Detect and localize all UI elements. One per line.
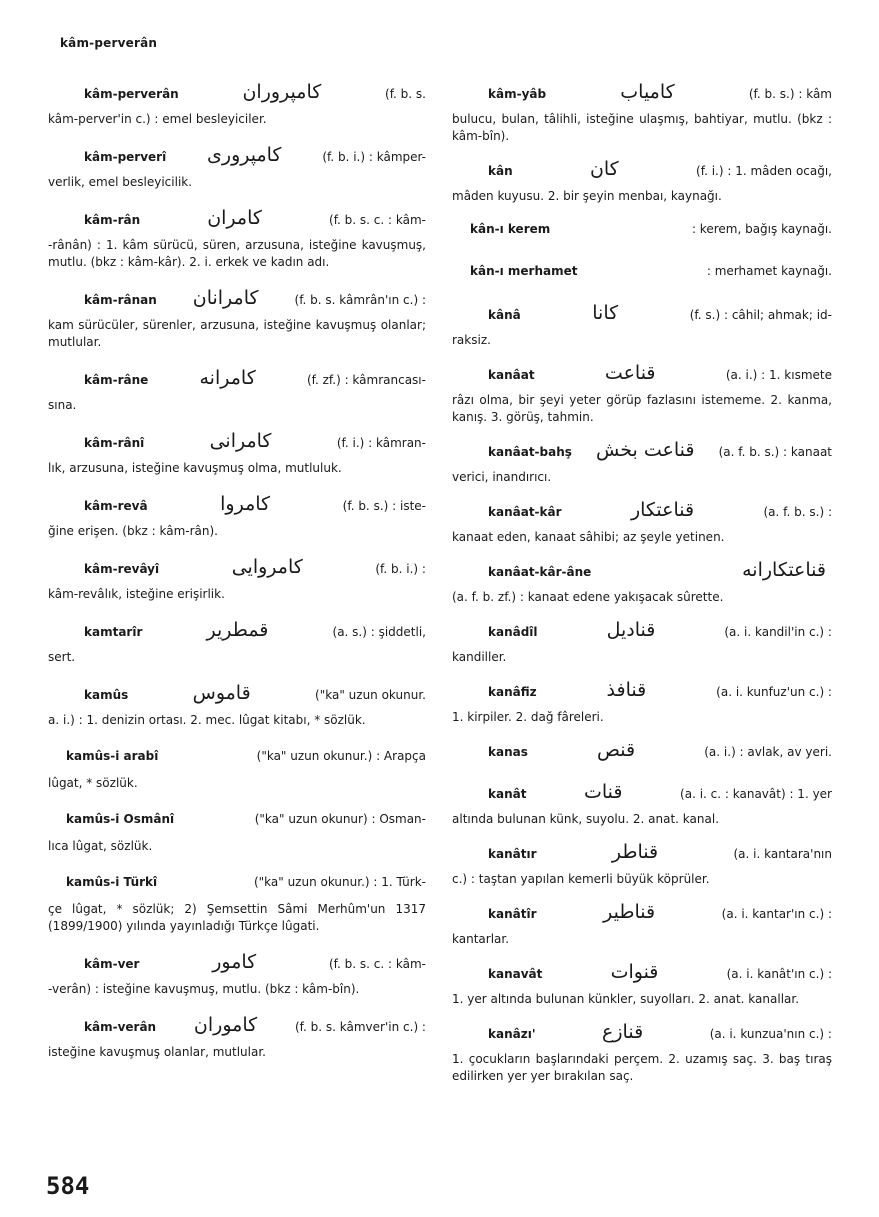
entry-arabic-script: کامرانی — [209, 430, 272, 452]
entry-definition: ğine erişen. (bkz : kâm-rân). — [48, 524, 218, 538]
entry-grammar-info: ("ka" uzun okunur. — [315, 688, 426, 702]
entry-definition: lûgat, * sözlük. — [48, 776, 138, 790]
dictionary-entry — [48, 619, 426, 666]
dictionary-entry — [452, 781, 832, 828]
entry-headword: kamûs-i Osmânî — [66, 812, 175, 826]
entry-grammar-info: (f. i.) : 1. mâden ocağı, — [696, 164, 832, 178]
entry-head-line — [452, 158, 832, 187]
entry-head-line — [452, 81, 832, 110]
dictionary-entry — [452, 81, 832, 145]
entry-headword: kamtarîr — [84, 625, 143, 639]
entry-head-line — [452, 961, 832, 990]
entry-headword: kanâdîl — [488, 625, 538, 639]
entry-arabic-script: کان — [589, 158, 619, 180]
dictionary-entry — [48, 748, 426, 792]
entry-headword: kamûs — [84, 688, 129, 702]
entry-grammar-info: (a. s.) : şiddetli, — [332, 625, 426, 639]
entry-grammar-info: (f. zf.) : kâmrancası- — [306, 373, 426, 387]
entry-headword: kamûs-i Türkî — [66, 875, 158, 889]
entry-headword: kanâat — [488, 368, 535, 382]
entry-grammar-info: (f. b. s.) : iste- — [342, 499, 426, 513]
entry-headword: kanavât — [488, 967, 543, 981]
entry-head-line — [48, 682, 426, 711]
dictionary-entry — [48, 874, 426, 935]
entry-head-line — [48, 287, 426, 316]
entry-arabic-script: قناعت — [604, 362, 656, 384]
entry-head-line — [452, 619, 832, 648]
dictionary-entry — [452, 221, 832, 247]
entry-grammar-info: (f. b. i.) : kâmper- — [322, 150, 426, 164]
entry-arabic-script: کامروا — [220, 493, 271, 515]
entry-headword: kanâat-kâr-âne — [488, 565, 592, 579]
entry-head-line — [48, 1014, 426, 1043]
entry-definition: -verân) : isteğine kavuşmuş, mutlu. (bkz : kâm-bîn). — [48, 982, 360, 996]
entry-definition: sert. — [48, 650, 76, 664]
entry-grammar-info: (f. b. s. kâmver'in c.) : — [294, 1020, 426, 1034]
entry-arabic-script: قنادیل — [606, 619, 656, 641]
dictionary-entry — [452, 961, 832, 1008]
entry-grammar-info: (a. i. c. : kanavât) : 1. yer — [680, 787, 832, 801]
dictionary-entry — [48, 493, 426, 540]
entry-head-line — [48, 430, 426, 459]
entry-headword: kâm-perverân — [84, 87, 179, 101]
entry-headword: kamûs-i arabî — [66, 749, 159, 763]
entry-arabic-script: کامور — [212, 951, 257, 973]
entry-arabic-script: قناطیر — [603, 901, 656, 923]
dictionary-entry — [48, 682, 426, 729]
entry-arabic-script: کانا — [592, 302, 619, 324]
dictionary-entry — [48, 1014, 426, 1061]
right-column — [452, 81, 832, 1101]
entry-headword: kân — [488, 164, 513, 178]
entry-arabic-script: قنات — [584, 781, 623, 803]
entry-definition: kam sürücüler, sürenler, arzusuna, isteğine kavuşmuş olanlar; mutlular. — [48, 318, 426, 349]
entry-head-line — [48, 874, 426, 900]
entry-grammar-info: : merhamet kaynağı. — [706, 264, 832, 278]
entry-arabic-script: قنافذ — [606, 679, 647, 701]
entry-arabic-script: قاموس — [192, 682, 251, 704]
dictionary-entry — [48, 207, 426, 271]
entry-head-line — [452, 679, 832, 708]
entry-arabic-script: قناطر — [611, 841, 659, 863]
entry-grammar-info: (f. b. s. c. : kâm- — [329, 213, 426, 227]
entry-definition: mâden kuyusu. 2. bir şeyin menbaı, kaynağı. — [452, 189, 722, 203]
entry-headword: kân-ı merhamet — [470, 264, 578, 278]
entry-headword: kanâfiz — [488, 685, 537, 699]
dictionary-entry — [452, 499, 832, 546]
entry-headword: kân-ı kerem — [470, 222, 551, 236]
entry-definition: kâm-perver'in c.) : emel besleyiciler. — [48, 112, 267, 126]
entry-definition: 1. yer altında bulunan künkler, suyolları. 2. anat. kanallar. — [452, 992, 800, 1006]
entry-headword: kâm-revâ — [84, 499, 148, 513]
entry-grammar-info: (f. b. s. kâmrân'ın c.) : — [294, 293, 426, 307]
entry-headword: kâm-verân — [84, 1020, 157, 1034]
dictionary-entry — [48, 144, 426, 191]
entry-head-line — [48, 207, 426, 236]
entry-arabic-script: قناعت بخش — [596, 439, 695, 461]
entry-headword: kânâ — [488, 308, 521, 322]
entry-definition: çe lûgat, * sözlük; 2) Şemsettin Sâmi Merhûm'un 1317 (1899/1900) yılında yayınladığı Türkçe lûgati. — [48, 902, 426, 933]
entry-definition: kâm-revâlık, isteğine erişirlik. — [48, 587, 225, 601]
dictionary-entry — [48, 287, 426, 351]
dictionary-entry — [452, 158, 832, 205]
entry-grammar-info: (a. f. b. s.) : kanaat — [718, 445, 832, 459]
entry-grammar-info: ("ka" uzun okunur.) : Arapça — [256, 749, 426, 763]
dictionary-entry — [48, 811, 426, 855]
dictionary-entry — [452, 362, 832, 426]
dictionary-entry — [452, 302, 832, 349]
entry-grammar-info: ("ka" uzun okunur) : Osman- — [254, 812, 426, 826]
entry-definition: lık, arzusuna, isteğine kavuşmuş olma, mutluluk. — [48, 461, 342, 475]
entry-headword: kâm-râne — [84, 373, 149, 387]
entry-grammar-info: ("ka" uzun okunur.) : 1. Türk- — [253, 875, 426, 889]
entry-arabic-script: قناعتکارانه — [742, 559, 826, 581]
entry-headword: kanas — [488, 745, 528, 759]
entry-head-line — [48, 144, 426, 173]
entry-arabic-script: قمطریر — [206, 619, 269, 641]
entry-definition: bulucu, bulan, tâlihli, isteğine ulaşmış, bahtiyar, mutlu. (bkz : kâm-bîn). — [452, 112, 832, 143]
entry-definition: sına. — [48, 398, 77, 412]
entry-grammar-info: (f. b. i.) : — [375, 562, 426, 576]
entry-head-line — [48, 81, 426, 110]
dictionary-entry — [452, 901, 832, 948]
entry-grammar-info: (f. i.) : kâmran- — [336, 436, 426, 450]
entry-headword: kanâat-bahş — [488, 445, 572, 459]
entry-arabic-script: کامپروران — [242, 81, 322, 103]
dictionary-entry — [452, 739, 832, 768]
entry-arabic-script: کامرانان — [192, 287, 259, 309]
entry-headword: kanâzı' — [488, 1027, 536, 1041]
entry-definition: c.) : taştan yapılan kemerli büyük köprüler. — [452, 872, 710, 886]
entry-head-line — [452, 302, 832, 331]
entry-definition: lıca lûgat, sözlük. — [48, 839, 153, 853]
entry-grammar-info: (f. b. s. c. : kâm- — [329, 957, 426, 971]
dictionary-entry — [452, 263, 832, 289]
entry-head-line — [452, 439, 832, 468]
entry-head-line — [48, 811, 426, 837]
entry-definition: verlik, emel besleyicilik. — [48, 175, 193, 189]
entry-headword: kâm-ver — [84, 957, 140, 971]
entry-headword: kâm-revâyî — [84, 562, 160, 576]
entry-arabic-script: قنص — [597, 739, 636, 761]
entry-head-line — [48, 951, 426, 980]
entry-headword: kâm-rânan — [84, 293, 157, 307]
dictionary-entry — [452, 679, 832, 726]
entry-headword: kanâtîr — [488, 907, 537, 921]
entry-head-line — [48, 493, 426, 522]
dictionary-entry — [452, 1021, 832, 1085]
entry-headword: kanât — [488, 787, 527, 801]
entry-headword: kâm-rânî — [84, 436, 145, 450]
entry-head-line — [452, 1021, 832, 1050]
dictionary-entry — [452, 439, 832, 486]
entry-grammar-info: (f. s.) : câhil; ahmak; id- — [689, 308, 832, 322]
entry-definition: 1. çocukların başlarındaki perçem. 2. uzamış saç. 3. baş tıraş edilirken yer yer bırakılan saç. — [452, 1052, 832, 1083]
entry-grammar-info: : kerem, bağış kaynağı. — [691, 222, 832, 236]
entry-grammar-info: (a. i.) : 1. kısmete — [725, 368, 832, 382]
entry-grammar-info: (f. b. s. — [385, 87, 426, 101]
entry-head-line — [48, 556, 426, 585]
entry-grammar-info: (a. i. kandil'in c.) : — [724, 625, 832, 639]
entry-head-line — [452, 559, 832, 588]
entry-grammar-info: (a. i.) : avlak, av yeri. — [704, 745, 832, 759]
page-number: 584 — [46, 1172, 90, 1200]
dictionary-entry — [452, 559, 832, 606]
entry-definition: 1. kirpiler. 2. dağ fâreleri. — [452, 710, 604, 724]
entry-grammar-info: (a. f. b. s.) : — [763, 505, 832, 519]
entry-definition: raksiz. — [452, 333, 491, 347]
entry-head-line — [452, 362, 832, 391]
entry-definition: -rânân) : 1. kâm sürücü, süren, arzusuna, isteğine kavuşmuş, mutlu. (bkz : kâm-kâr). 2. i. erkek ve kadın adı. — [48, 238, 426, 269]
entry-arabic-script: کامپروری — [207, 144, 282, 166]
entry-arabic-script: کامرانه — [199, 367, 256, 389]
entry-head-line — [452, 499, 832, 528]
entry-head-line — [452, 739, 832, 768]
entry-head-line — [452, 781, 832, 810]
entry-definition: râzı olma, bir şeyi yeter görüp fazlasını istememe. 2. kanma, kanış. 3. görüş, tahmin. — [452, 393, 832, 424]
entry-headword: kâm-rân — [84, 213, 141, 227]
entry-headword: kâm-yâb — [488, 87, 547, 101]
dictionary-entry — [48, 430, 426, 477]
entry-head-line — [452, 841, 832, 870]
entry-grammar-info: (a. i. kunfuz'un c.) : — [716, 685, 832, 699]
dictionary-entry — [452, 841, 832, 888]
entry-definition: kandiller. — [452, 650, 507, 664]
dictionary-entry — [48, 556, 426, 603]
entry-grammar-info: (f. b. s.) : kâm — [748, 87, 832, 101]
entry-grammar-info: (a. i. kanât'ın c.) : — [726, 967, 832, 981]
entry-headword: kâm-perverî — [84, 150, 167, 164]
entry-definition: kanaat eden, kanaat sâhibi; az şeyle yetinen. — [452, 530, 725, 544]
dictionary-entry — [48, 367, 426, 414]
entry-head-line — [452, 263, 832, 289]
entry-arabic-script: کامیاب — [620, 81, 675, 103]
entry-arabic-script: قنازع — [602, 1021, 644, 1043]
entry-definition: isteğine kavuşmuş olanlar, mutlular. — [48, 1045, 266, 1059]
entry-head-line — [48, 619, 426, 648]
entry-grammar-info: (a. i. kantar'ın c.) : — [721, 907, 832, 921]
entry-arabic-script: قناعتکار — [630, 499, 695, 521]
dictionary-entry — [452, 619, 832, 666]
entry-definition: a. i.) : 1. denizin ortası. 2. mec. lûgat kitabı, * sözlük. — [48, 713, 366, 727]
entry-definition: altında bulunan künk, suyolu. 2. anat. kanal. — [452, 812, 720, 826]
entry-head-line — [452, 221, 832, 247]
entry-arabic-script: قنوات — [610, 961, 659, 983]
entry-grammar-info: (a. i. kunzua'nın c.) : — [709, 1027, 832, 1041]
dictionary-entry — [48, 951, 426, 998]
running-head: kâm-perverân — [60, 36, 158, 50]
entry-arabic-script: کامروایی — [231, 556, 303, 578]
entry-definition: verici, inandırıcı. — [452, 470, 552, 484]
entry-definition: (a. f. b. zf.) : kanaat edene yakışacak sûrette. — [452, 590, 724, 604]
entry-definition: kantarlar. — [452, 932, 510, 946]
entry-arabic-script: کامران — [207, 207, 262, 229]
entry-headword: kanâat-kâr — [488, 505, 562, 519]
left-column — [48, 81, 426, 1080]
entry-headword: kanâtır — [488, 847, 537, 861]
entry-head-line — [48, 367, 426, 396]
entry-arabic-script: کاموران — [193, 1014, 258, 1036]
entry-head-line — [452, 901, 832, 930]
entry-head-line — [48, 748, 426, 774]
entry-grammar-info: (a. i. kantara'nın — [733, 847, 832, 861]
dictionary-entry — [48, 81, 426, 128]
